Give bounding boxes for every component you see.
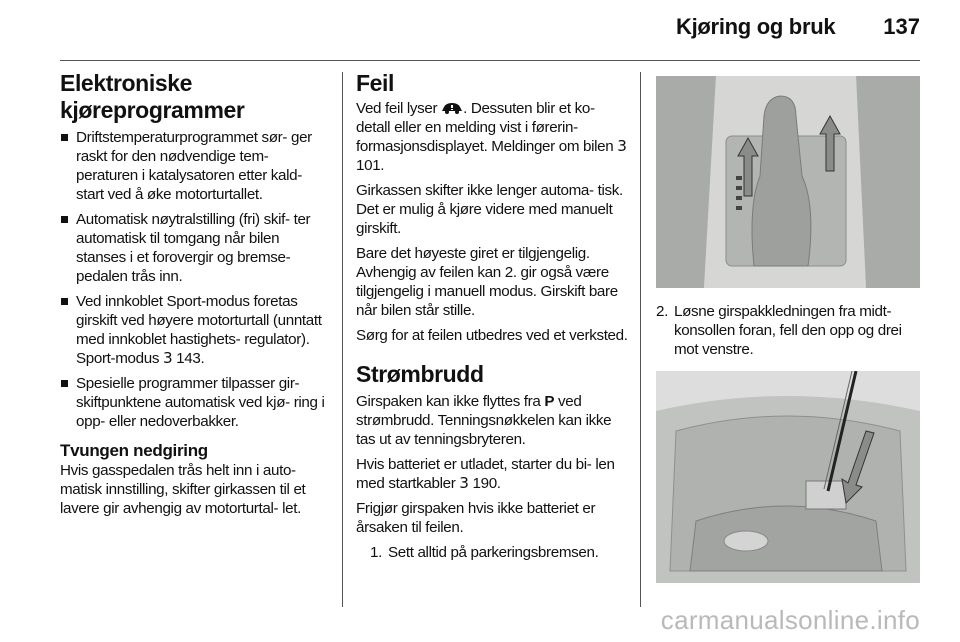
list-item [60, 292, 328, 368]
heading-fault: Feil [356, 70, 395, 96]
paragraph: Sørg for at feilen utbedres ved et verksted. [356, 327, 628, 344]
list-item: Automatisk nøytralstilling (fri) skif- ter automatisk til tomgang når bilen stanses i et forovergir og bremse- pedalen trås inn. [60, 210, 328, 286]
step-2 [656, 302, 922, 359]
heading-forced-downshift: Tvungen nedgiring [60, 441, 208, 460]
step-1 [356, 543, 630, 562]
step-number: 2. [656, 303, 668, 320]
page-number: 137 [883, 14, 920, 39]
page-ref-icon: 3 [162, 349, 173, 367]
paragraph: Girkassen skifter ikke lenger automa- tisk. Det er mulig å kjøre videre med manuelt girskift. [356, 182, 623, 237]
gear-cable-illustration [656, 371, 920, 583]
heading-power-failure: Strømbrudd [356, 361, 484, 387]
bullet-list [60, 128, 328, 431]
column-2 [356, 70, 630, 562]
page-ref[interactable]: 143. [176, 350, 205, 367]
header-rule [60, 60, 920, 61]
list-item: Spesielle programmer tilpasser gir- skiftpunktene automatisk ved kjø- ring i opp- eller nedoverbakker. [60, 374, 328, 431]
watermark: carmanualsonline.info [660, 605, 920, 635]
paragraph: Bare det høyeste giret er tilgjengelig. Avhengig av feilen kan 2. gir også være tilgjengelig i manuell modus. Girskift bare når bilen står stille. [356, 245, 618, 319]
paragraph: Frigjør girspaken hvis ikke batteriet er årsaken til feilen. [356, 500, 596, 536]
step-text: Sett alltid på parkeringsbremsen. [387, 544, 599, 561]
text: Ved feil lyser [356, 100, 438, 117]
page-ref[interactable]: 190. [472, 475, 501, 492]
step-text: Løsne girspakkledningen fra midt- konsollen foran, fell den opp og drei mot venstre. [673, 303, 902, 358]
page-header [676, 14, 920, 40]
gear-lever-illustration [656, 76, 920, 288]
heading-electronic-programs: Elektroniske kjøreprogrammer [60, 70, 245, 123]
page-ref-icon: 3 [617, 137, 627, 155]
console-drawing [656, 371, 920, 583]
car-warning-icon [441, 102, 463, 114]
column-3 [656, 70, 922, 583]
gear-p-label: P [544, 393, 555, 410]
paragraph [356, 392, 630, 449]
column-divider [640, 72, 641, 607]
step-number: 1. [370, 544, 382, 561]
section-title: Kjøring og bruk [676, 14, 836, 39]
list-item-text: Ved innkoblet Sport-modus foretas girskift ved høyere motorturtall (unntatt med innkoblet hastighets- regulator). Sport-modus [76, 293, 322, 367]
page-ref-icon: 3 [459, 474, 469, 492]
column-1 [60, 70, 328, 524]
column-divider [342, 72, 343, 607]
paragraph: Hvis gasspedalen trås helt inn i auto- matisk innstilling, skifter girkassen til et lavere gir avhengig av motorturtal- let. [60, 462, 306, 517]
gear-lever-drawing [656, 76, 920, 288]
text: ved strømbrudd. Tenningsnøkkelen kan ikke tas ut av tenningsbryteren. [356, 393, 612, 448]
page-ref[interactable]: 101. [356, 157, 385, 174]
paragraph [356, 455, 630, 493]
text: . Dessuten blir et ko- detall eller en melding vist i førerin- formasjonsdisplayet. Meldinger om bilen [356, 100, 614, 155]
paragraph [356, 99, 630, 175]
list-item: Driftstemperaturprogrammet sør- ger raskt for den nødvendige tem- peraturen i katalysatoren etter kald- start ved å øke motorturtallet. [60, 128, 328, 204]
text: Hvis batteriet er utladet, starter du bi- len med startkabler [356, 456, 615, 492]
text: Girspaken kan ikke flyttes fra [356, 393, 541, 410]
